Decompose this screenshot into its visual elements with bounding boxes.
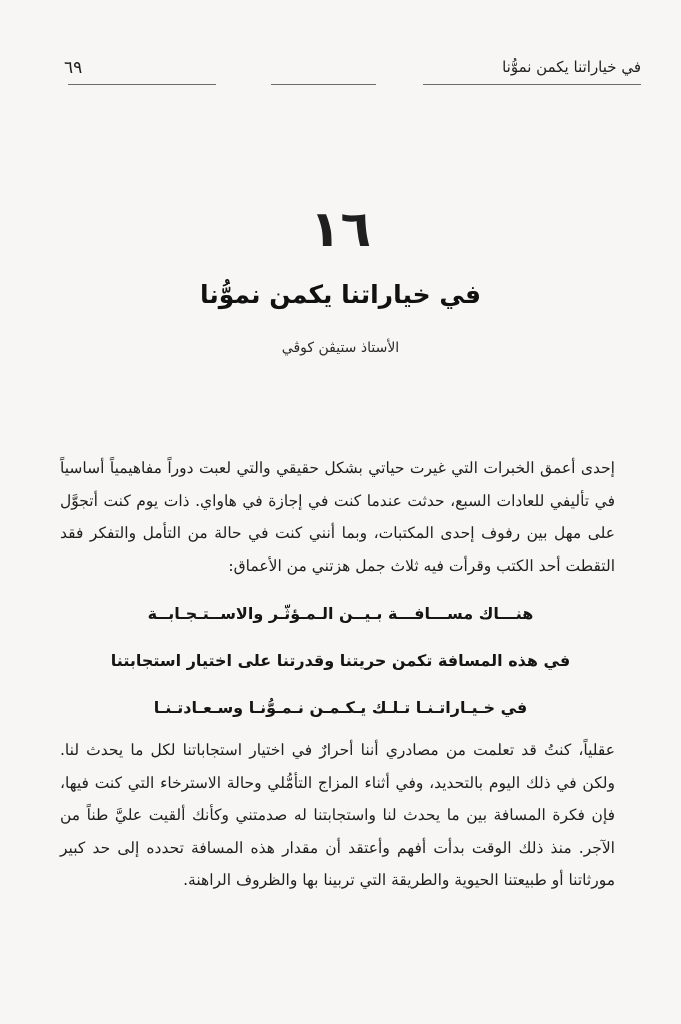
body-paragraph-1: إحدى أعمق الخبرات التي غيرت حياتي بشكل حقيقي والتي لعبت دوراً مفاهيمياً أساسياً في تأليفي للعادات السبع، حدثت عندما كنت في إجازة في هاواي. ذات يوم كنت أتجوَّل على مهل بين رفوف إحدى المكتبات، وبما أنني كنت في حالة من التأمل والتفكر فقد التقطت أحد الكتب وقرأت فيه ثلاث جمل هزتني من الأعماق: <box>60 459 615 575</box>
running-header <box>62 58 641 84</box>
header-rule-right <box>423 84 641 85</box>
quote-line-2: في هذه المسافة تكمن حريتنا وقدرتنا على اختيار استجابتنا <box>110 651 571 670</box>
page-number: ٦٩ <box>64 58 83 78</box>
running-title: في خياراتنا يكمن نموُّنا <box>502 58 641 76</box>
quote-line-1: هنـــاك مســـافـــة بـيــن الـمـؤثّـر والاســتـجـابــة <box>147 604 534 623</box>
header-rule-middle <box>271 84 376 85</box>
chapter-author: الأستاذ ستيڤن كوڤي <box>281 340 400 356</box>
chapter-number: ١٦ <box>309 200 372 258</box>
header-rule-left <box>68 84 216 85</box>
chapter-title: في خياراتنا يكمن نموُّنا <box>199 280 482 309</box>
body-paragraph-2: عقلياً، كنتُ قد تعلمت من مصادري أننا أحرارٌ في اختيار استجاباتنا لكل ما يحدث لنا. ولكن في ذلك اليوم بالتحديد، وفي أثناء المزاج التأمُّلي وحالة الاسترخاء التي كنت فيها، فإن فكرة المسافة بين ما يحدث لنا واستجابتنا له صدمتني وكأنك ألقيت عليَّ طناً من الآجر. منذ ذلك الوقت بدأت أفهم وأعتقد أن مقدار هذه المسافة تحدده إلى حد كبير مورثاتنا أو طبيعتنا الحيوية والطريقة التي تربينا بها والظروف الراهنة. <box>60 741 615 889</box>
quote-line-3: في خـيـاراتـنـا تـلـك يـكـمـن نـمـوُّنـا وسـعـادتـنـا <box>153 698 528 717</box>
